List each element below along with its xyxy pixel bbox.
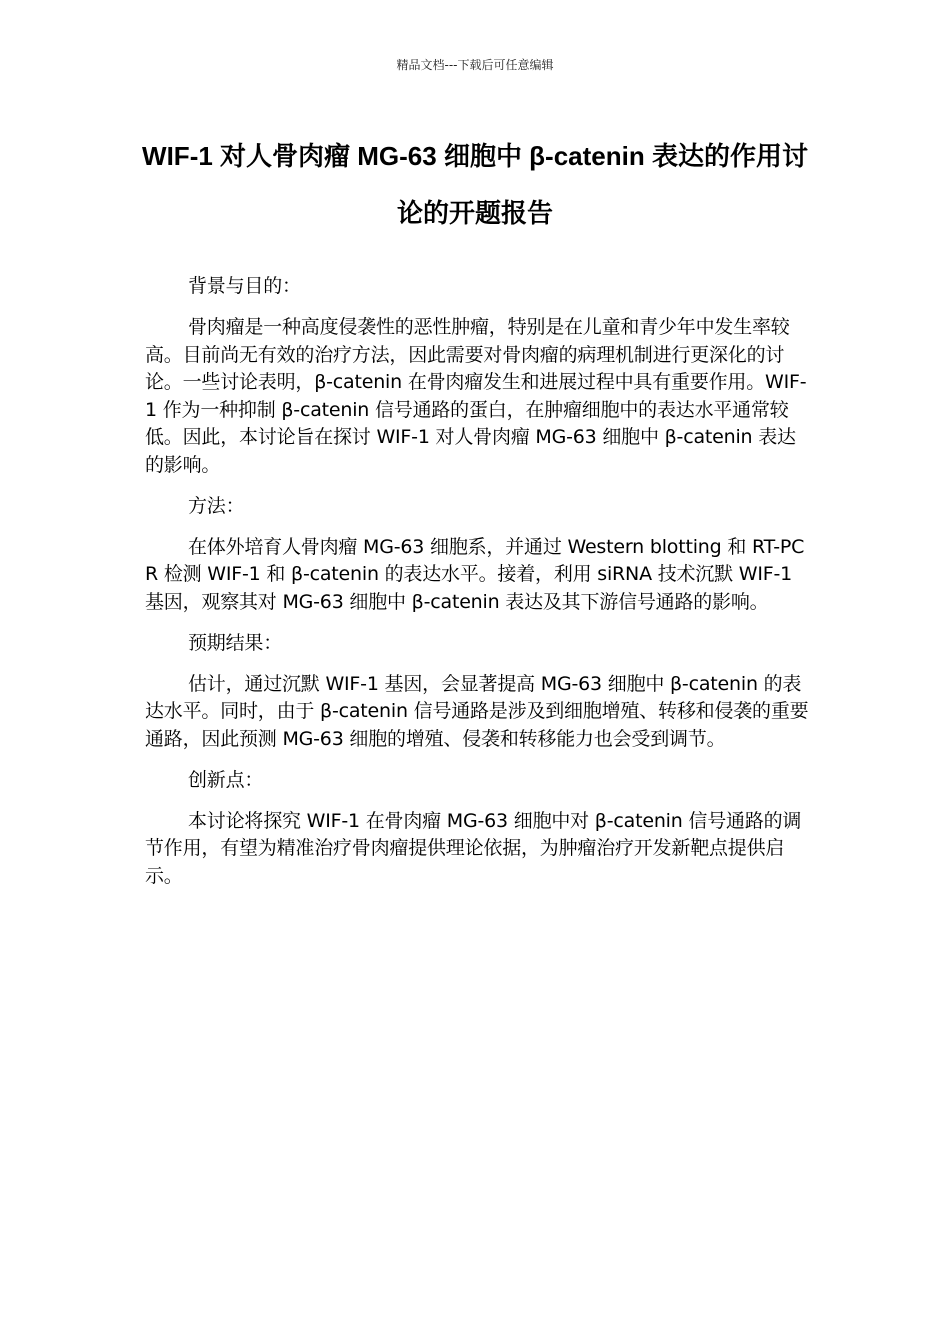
- section-body-expected-results: 估计，通过沉默 WIF-1 基因，会显著提高 MG-63 细胞中 β-catenin 的表达水平。同时，由于 β-catenin 信号通路是涉及到细胞增殖、转移和侵袭的重要通路，因此预测 MG-63 细胞的增殖、侵袭和转移能力也会受到调节。: [145, 672, 809, 750]
- section-background: [145, 273, 810, 479]
- page-header: 精品文档---下载后可任意编辑: [396, 58, 554, 72]
- document-title: WIF-1 对人骨肉瘤 MG-63 细胞中 β-catenin 表达的作用讨论的开题报告: [142, 141, 808, 228]
- section-innovation: [145, 767, 810, 891]
- section-heading-innovation: 创新点：: [188, 768, 264, 791]
- document-body: [145, 273, 810, 904]
- section-expected-results: [145, 630, 810, 754]
- section-body-methods: 在体外培育人骨肉瘤 MG-63 细胞系，并通过 Western blotting 和 RT-PCR 检测 WIF-1 和 β-catenin 的表达水平。接着，利用 siRNA 技术沉默 WIF-1 基因，观察其对 MG-63 细胞中 β-catenin 表达及其下游信号通路的影响。: [145, 535, 805, 613]
- section-heading-methods: 方法：: [188, 494, 245, 517]
- section-body-innovation: 本讨论将探究 WIF-1 在骨肉瘤 MG-63 细胞中对 β-catenin 信号通路的调节作用，有望为精准治疗骨肉瘤提供理论依据，为肿瘤治疗开发新靶点提供启示。: [145, 809, 802, 887]
- section-body-background: 骨肉瘤是一种高度侵袭性的恶性肿瘤，特别是在儿童和青少年中发生率较高。目前尚无有效的治疗方法，因此需要对骨肉瘤的病理机制进行更深化的讨论。一些讨论表明，β-catenin 在骨肉瘤发生和进展过程中具有重要作用。WIF-1 作为一种抑制 β-catenin 信号通路的蛋白，在肿瘤细胞中的表达水平通常较低。因此，本讨论旨在探讨 WIF-1 对人骨肉瘤 MG-63 细胞中 β-catenin 表达的影响。: [145, 316, 807, 476]
- section-heading-background: 背景与目的：: [188, 275, 301, 297]
- section-methods: [145, 493, 810, 617]
- section-heading-expected-results: 预期结果：: [188, 631, 283, 654]
